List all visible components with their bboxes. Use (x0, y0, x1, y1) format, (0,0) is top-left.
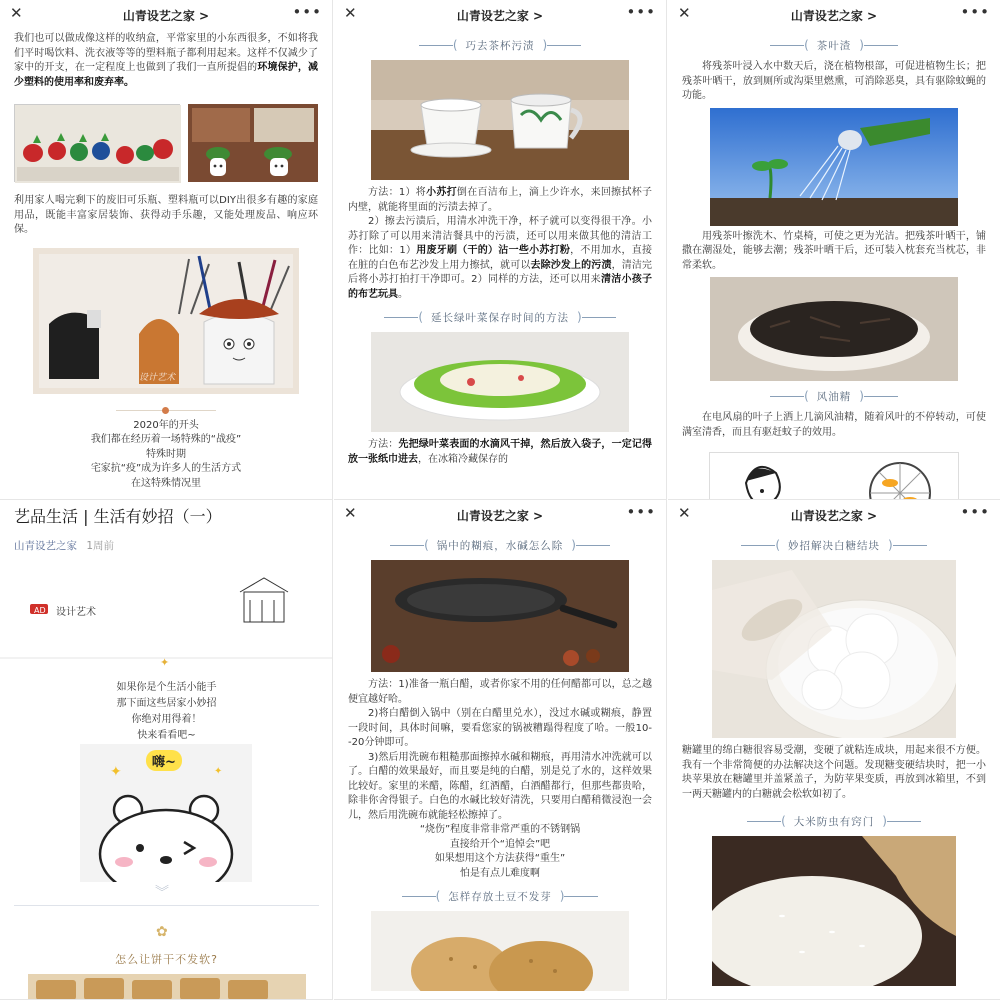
article-panel-3 (668, 0, 1000, 500)
section-title: 大米防虫有窍门 (793, 815, 875, 828)
text-line: 在这特殊情况里 (131, 477, 201, 489)
paragraph-text: ，不用加水，直接在脏的白色布艺沙发上用力擦拭，就可以 (348, 245, 652, 271)
potato-illustration (371, 911, 629, 991)
logo-banner (0, 570, 333, 660)
section-header-biscuit (0, 948, 333, 967)
sparkle-icon: ✦ (160, 656, 170, 669)
bold-text: 用废牙刷（干的）沾一些小苏打粉 (416, 245, 571, 256)
bold-text: 环境保护，减少塑料的使用率和废弃率。 (14, 62, 319, 88)
text-line: 那下面这些居家小妙招 (116, 698, 217, 709)
paragraph: 在电风扇的叶子上洒上几滴风油精，随着风叶的不停转动，可使满室清香，而且有驱赶蚊子的效用。 (682, 412, 986, 438)
text-line: 我们都在经历着一场特殊的“战疫” (90, 434, 242, 445)
tea-cup-image (371, 60, 629, 180)
caption-lines (334, 823, 666, 881)
account-title[interactable]: 山青设艺之家 > (122, 8, 210, 23)
bracket-icon: ( (775, 538, 780, 552)
section-title: 风油精 (816, 390, 852, 403)
header-line (770, 45, 804, 46)
section-title: 怎么让饼干不发软? (115, 953, 218, 966)
section-title: 延长绿叶菜保存时间的方法 (431, 311, 569, 324)
top-bar (334, 500, 666, 530)
account-title[interactable]: 山青设艺之家 > (790, 508, 878, 523)
text-line: 宅家抗“疫”成为许多人的生活方式 (90, 463, 242, 474)
header-line (384, 317, 418, 318)
paragraph (334, 438, 666, 467)
paragraph-text: 方法： (368, 439, 399, 450)
planter-illustration (188, 104, 318, 182)
intro-lines (0, 419, 332, 492)
bracket-icon: ) (888, 538, 893, 552)
watering-illustration (710, 108, 958, 226)
paragraph: 将残茶叶浸入水中数天后，浇在植物根部，可促进植物生长；把残茶叶晒干，放到厕所或沟渠里燃熏，可消除恶臭，具有驱除蚊蝇的功能。 (682, 61, 986, 101)
paragraph: 糖罐里的绵白糖很容易受潮，变硬了就粘连成块，用起来很不方便。我有一个非常简便的办法解决这个问题。发现糖变硬结块时，把一小块苹果放在糖罐里并盖紧盖子，为防苹果变质，再放到冰箱里，不到一两天糖罐内的白糖就会松软如初了。 (682, 745, 986, 800)
divider-dot-icon (162, 407, 169, 414)
section-title: 锅中的糊痕，水碱怎么除 (436, 539, 564, 552)
section-title: 茶叶渣 (816, 39, 852, 52)
fan-cartoon-image (709, 452, 959, 499)
paragraph-text: 2）擦去污渍后，用清水冲洗干净，杯子就可以变得很干净。小苏打除了可以用来清洁餐具中的污渍，还可以用来做其他的清洁工作：比如：1） (348, 216, 652, 256)
more-icon[interactable]: ••• (626, 3, 656, 21)
text-line: “烧伤”程度非常非常严重的不锈钢锅 (419, 824, 581, 835)
bear-sticker (80, 744, 252, 882)
image-pair (0, 104, 332, 182)
bracket-icon: ( (781, 814, 786, 828)
close-icon[interactable]: ✕ (10, 4, 23, 22)
header-line (864, 396, 898, 397)
article-panel-6 (668, 500, 1000, 1000)
bold-text: 先把绿叶菜表面的水滴风干掉，然后放入袋子，一定记得放一张纸巾进去 (348, 439, 653, 465)
paragraph-text: 我们也可以做成像这样的收纳盒，平常家里的小东西很多，不如将我们平时喝饮料、洗衣液等等的塑料瓶子都利用起来。这样不仅减少了家中的开支，在一定程度上也做到了我们一直所提倡的 (14, 33, 318, 73)
svg-text:AD: AD (34, 606, 46, 615)
sun-icon: ✿ (156, 924, 168, 940)
article-body (0, 30, 332, 499)
paragraph-text: 。 (398, 288, 408, 300)
more-icon[interactable]: ••• (626, 503, 656, 521)
account-title[interactable]: 山青设艺之家 > (456, 508, 544, 523)
article-panel-2 (334, 0, 667, 500)
potato-image (371, 911, 629, 991)
bracket-icon: ( (452, 38, 458, 52)
bracket-icon: ( (804, 38, 809, 52)
paragraph: 利用家人喝完剩下的废旧可乐瓶、塑料瓶可以DIY出很多有趣的家庭用品，既能丰富家居装饰、获得动手乐趣，又能处理废品、响应环保。 (14, 195, 318, 235)
section-header (334, 534, 666, 556)
author-link[interactable]: 山青设艺之家 (14, 540, 77, 552)
paragraph (334, 215, 666, 302)
paragraph-text: ，清洁完后将小苏打拍打干净即可。2）同样的方法，还可以用来 (348, 259, 653, 285)
biscuit-illustration (28, 974, 306, 1000)
rice-image (712, 836, 956, 986)
text-line: 快来看看吧~ (137, 730, 196, 741)
tea-leaves-image (710, 277, 958, 381)
sugar-image (712, 560, 956, 738)
section-header (668, 810, 1000, 832)
watermark-text: 设计艺术 (139, 372, 176, 383)
top-bar (668, 500, 1000, 530)
section-header (334, 306, 666, 328)
salad-image (371, 332, 629, 432)
pen-holder-image (33, 248, 299, 394)
section-header (334, 885, 666, 907)
top-bar (334, 0, 666, 30)
bracket-icon: ( (435, 889, 441, 903)
wok-image (371, 560, 629, 672)
account-title[interactable]: 山青设艺之家 > (790, 8, 878, 23)
header-line (402, 896, 436, 897)
more-icon[interactable]: ••• (292, 3, 322, 21)
header-line (893, 545, 927, 546)
text-line: 如果你是个生活小能手 (116, 682, 217, 693)
header-line (576, 545, 610, 546)
close-icon[interactable]: ✕ (678, 504, 691, 522)
intro-lines (0, 680, 333, 744)
speech-bubble: 嗨~ (146, 750, 182, 771)
section-header (334, 34, 666, 56)
more-icon[interactable]: ••• (960, 3, 990, 21)
bottle-crafts-image (14, 104, 180, 182)
bracket-icon: ( (804, 389, 809, 403)
header-line (741, 545, 775, 546)
divider (14, 905, 319, 906)
text-line: 特殊时期 (146, 448, 186, 460)
bold-text: 小苏打 (426, 187, 457, 198)
bold-text: 去除沙发上的污渍 (530, 259, 612, 271)
svg-text:✦: ✦ (110, 764, 122, 780)
salad-illustration (371, 332, 629, 432)
text-line: 怕是有点儿难度啊 (460, 867, 540, 879)
fan-cartoon-illustration (710, 453, 960, 499)
article-body (668, 530, 1000, 999)
paragraph-text: ，在冰箱冷藏保存的 (418, 453, 508, 465)
wok-illustration (371, 560, 629, 672)
account-title[interactable]: 山青设艺之家 > (456, 8, 544, 23)
bracket-icon: ) (882, 814, 887, 828)
paragraph: 用残茶叶擦洗木、竹桌椅，可使之更为光洁。把残茶叶晒干，铺撒在潮湿处，能够去潮；残茶叶晒干后，还可装入枕套充当枕芯，非常柔软。 (682, 230, 986, 271)
text-line: 如果想用这个方法获得“重生” (434, 853, 566, 864)
bracket-icon: ) (859, 38, 864, 52)
article-panel-1 (0, 0, 333, 500)
rice-illustration (712, 836, 956, 986)
tea-cup-illustration (371, 60, 629, 180)
chevron-down-icon: ︾ (155, 885, 169, 901)
article-title: 艺品生活 | 生活有妙招（一） (14, 507, 222, 526)
close-icon[interactable]: ✕ (344, 504, 357, 522)
logo-text: 设计艺术 (56, 607, 96, 618)
paragraph (0, 32, 332, 90)
publish-time: 1周前 (86, 540, 115, 552)
pen-holder-illustration (39, 254, 293, 388)
paragraph-text: 倒在百洁布上，滴上少许水，来回擦拭杯子内壁，就能将里面的污渍去掉了。 (348, 187, 653, 213)
article-body (668, 30, 1000, 499)
section-title: 怎样存放土豆不发芽 (448, 890, 552, 903)
more-icon[interactable]: ••• (960, 503, 990, 521)
header-line (547, 45, 581, 46)
svg-text:✦: ✦ (214, 766, 223, 777)
bracket-icon: ( (424, 538, 429, 552)
paragraph (334, 186, 666, 215)
article-panel-5 (334, 500, 667, 1000)
section-header (668, 385, 1000, 407)
bracket-icon: ) (577, 310, 582, 324)
header-line (582, 317, 616, 318)
bracket-icon: ) (542, 38, 548, 52)
paragraph-text: 方法：1）将 (368, 187, 427, 198)
top-bar (0, 0, 332, 30)
section-title: 妙招解决白糖结块 (788, 539, 880, 552)
header-line (864, 45, 898, 46)
text-line: 你绝对用得着！ (131, 714, 202, 725)
text-line: 2020年的开头 (133, 419, 199, 431)
divider (116, 410, 216, 411)
article-body (334, 30, 666, 499)
article-panel-4 (0, 500, 333, 1000)
bracket-icon: ( (418, 310, 423, 324)
bracket-icon: ) (559, 889, 565, 903)
bottle-planters-image (188, 104, 318, 182)
watering-image (710, 108, 958, 226)
section-title: 巧去茶杯污渍 (465, 39, 535, 52)
text-line: 直接给开个“追悼会”吧 (449, 838, 551, 850)
paragraph: 方法：1)准备一瓶白醋，或者你家不用的任何醋都可以，总之越便宜越好哈。 (348, 679, 652, 705)
header-line (747, 821, 781, 822)
section-header (668, 34, 1000, 56)
top-bar (668, 0, 1000, 30)
article-body (334, 530, 666, 999)
header-line (390, 545, 424, 546)
article-meta (14, 538, 318, 553)
sugar-illustration (712, 560, 956, 738)
bold-text: 清洁小孩子的布艺玩具 (348, 274, 652, 300)
section-header (668, 534, 1000, 556)
header-line (419, 45, 453, 46)
bottle-crafts-illustration (15, 105, 181, 183)
header-line (887, 821, 921, 822)
paragraph: 2)将白醋倒入锅中（别在白醋里兑水），没过水碱或糊痕，静置一段时间，具体时间嘛，要看您家的锅被糟蹋得程度了哈。一般10--20分钟即可。 (348, 708, 652, 748)
bracket-icon: ) (859, 389, 864, 403)
header-line (770, 396, 804, 397)
article-header (0, 500, 332, 553)
tea-leaves-illustration (710, 277, 958, 381)
header-line (564, 896, 598, 897)
paragraph: 3)然后用洗碗布粗糙那面擦掉水碱和糊痕，再用清水冲洗就可以了。白醋的效果最好，而且要是纯的白醋，别是兑了水的，这样效果比较好。家里的米醋，陈醋，红酒醋，白酒醋都行，但那些都贵哈，除非你舍得银子。白色的水碱比较好清洗，只要用白醋稍微浸泡一会儿，然后用洗碗布就能轻松擦掉了。 (348, 751, 652, 821)
close-icon[interactable]: ✕ (344, 4, 357, 22)
logo-banner-illustration (0, 570, 333, 660)
close-icon[interactable]: ✕ (678, 4, 691, 22)
bracket-icon: ) (571, 538, 576, 552)
biscuit-image (28, 974, 306, 1000)
